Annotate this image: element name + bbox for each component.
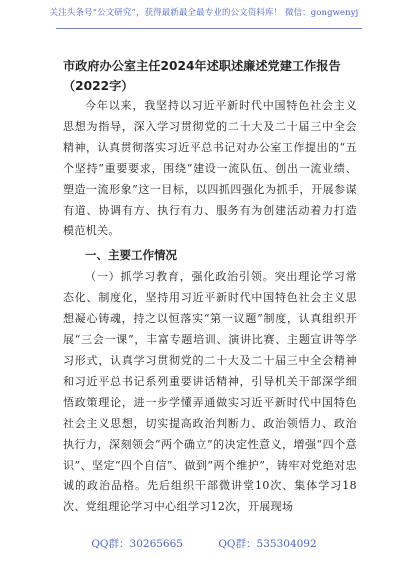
header-divider [56,28,362,29]
section-heading: 一、主要工作情况 [85,248,177,263]
document-title: 市政府办公室主任2024年述职述廉述党建工作报告（2022字） [63,59,341,93]
header-banner: 关注头条号“公文研究”，获得最新最全最专业的公文资料库！ 微信：gongwenyj [49,8,359,18]
intro-paragraph: 今年以来，我坚持以习近平新时代中国特色社会主义思想为指导，深入学习贯彻党的二十大及二十届三中全会精神，认真贯彻落实习近平总书记对办公室工作提出的“五个坚持”重要要求，围绕“建设一流队伍、创出一流业绩、塑造一流形象”这一目标，以四抓四强化为抓手，开展参谋有道、协调有方、执行有力、服务有为创建活动着力打造模范机关。 [63,99,357,238]
footer-qq-group-2: QQ群：535304092 [218,538,317,550]
document-body [63,96,357,518]
footer-qq-group-1: QQ群：30265665 [91,538,183,550]
footer-contacts [0,536,408,551]
body-paragraph: （一）抓学习教育，强化政治引领。突出理论学习常态化、制度化，坚持用习近平新时代中国特色社会主义思想凝心铸魂，持之以恒落实“第一议题”制度，认真组织开展“三会一课”，丰富专题培训、演讲比赛、主题宣讲等学习形式，认真学习贯彻党的二十大及二十届三中全会精神和习近平总书记系列重要讲话精神，引导机关干部深学细悟政策理论，进一步学懂弄通做实习近平新时代中国特色社会主义思想，切实提高政治判断力、政治领悟力、政治执行力，深刻领会“两个确立”的决定性意义，增强“四个意识”、坚定“四个自信”、做到“两个维护”，铸牢对党绝对忠诚的政治品格。先后组织干部微讲堂10次、集体学习18次、党组理论学习中心组学习12次，开展现场 [63,270,357,514]
